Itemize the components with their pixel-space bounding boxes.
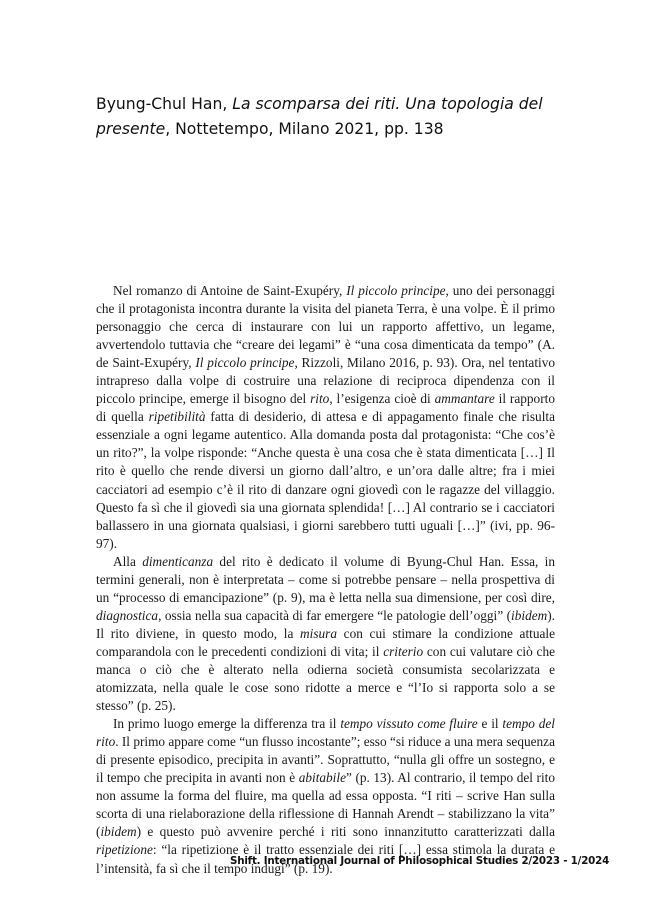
italic-text: ibidem	[511, 607, 548, 623]
italic-text: ripetibilità	[148, 409, 206, 425]
paragraph	[96, 282, 555, 553]
text-run: : “la ripetizione è il tratto essenziale dei riti […] essa stimola la durata e l’intensità, fa sì che il tempo indugi” (p. 19).	[96, 842, 555, 876]
text-run: ) e questo può avvenire perché i riti sono innanzitutto caratterizzati dalla	[136, 824, 555, 840]
italic-text: rito	[310, 391, 330, 407]
italic-text: abitabile	[298, 770, 346, 786]
italic-text: misura	[300, 625, 337, 641]
italic-text: Il piccolo principe	[346, 283, 446, 298]
text-run: con cui stimare la condizione attuale comparandola con le precedenti condizioni di vita; il	[96, 625, 555, 659]
italic-text: ammantare	[434, 391, 495, 407]
text-run: e il	[477, 716, 503, 732]
paragraph	[96, 715, 610, 877]
book-title: La scomparsa dei riti. Una topologia del presente	[96, 95, 543, 138]
text-run: ). Il rito diviene, in questo modo, la	[96, 607, 555, 641]
italic-text: ripetizione	[96, 842, 153, 858]
text-run: del rito è dedicato il volume di Byung-Chul Han. Essa, in termini generali, non è interpretata – come si potrebbe pensare – nella prospettiva di un “processo di emancipazione” (p. 9), ma è letta nella sua dimensione, per così dire,	[96, 553, 555, 605]
book-author: Byung-Chul Han,	[96, 95, 233, 113]
italic-text: tempo del rito	[96, 716, 555, 750]
paragraph	[96, 553, 555, 715]
italic-text: Il piccolo principe	[195, 355, 295, 371]
text-run: il rapporto di quella	[96, 391, 555, 425]
text-run: ” (p. 13). Al contrario, il tempo del rito non assume la forma del fluire, ma quella ad essa opposta. “I riti – scrive Han sulla scorta di una rielaborazione della riflessione di Hannah Arendt – stabilizzano la vita” (	[96, 770, 555, 840]
text-run: Nel romanzo di Antoine de Saint-Exupéry,	[113, 283, 347, 298]
text-run: , uno dei personaggi che il protagonista incontra durante la visita del pianeta Terra, è una volpe. È il primo personaggio che cerca di instaurare con lui un rapporto affettivo, un legame, avvertendolo tuttavia che “creare dei legami” è “una cosa dimenticata da tempo” (A. de Saint-Exupéry,	[96, 283, 555, 371]
text-run: fatta di desiderio, di attesa e di appagamento finale che risulta essenziale a ogni legame autentico. Alla domanda posta dal protagonista: “Che cos’è un rito?”, la volpe risponde: “Anche questa è una cosa che è stata dimenticata […] Il rito è quello che rende diversi un giorno dall’altro, e un’ora dalle altre; fra i miei cacciatori ad esempio c’è il rito di danzare ogni giovedì con le ragazze del villaggio. Questo fa sì che il giovedì sia una giornata splendida! […] Al contrario se i cacciatori ballassero in una giornata qualsiasi, i giorni sarebbero tutti uguali […]” (ivi, pp. 96-97).	[96, 409, 555, 551]
text-run: , ossia nella sua capacità di far emergere “le patologie dell’oggi” (	[158, 607, 512, 623]
review-body	[96, 282, 610, 878]
italic-text: criterio	[383, 643, 424, 659]
review-heading	[96, 92, 566, 142]
text-run: con cui valutare ciò che manca o ciò che è alterato nella odierna società consumista secolarizzata e atomizzata, nella quale le cose sono ridotte a merce e “l’Io si rapporta solo a se stesso” (p. 25).	[96, 643, 555, 714]
italic-text: ibidem	[100, 824, 137, 840]
text-run: . Il primo appare come “un flusso incostante”; esso “si riduce a una mera sequenza di presente episodico, precipita in avanti”. Soprattutto, “nulla gli offre un sostegno, e il tempo che precipita in avanti non è	[96, 734, 555, 786]
italic-text: diagnostica	[96, 607, 159, 623]
text-run: , Rizzoli, Milano 2016, p. 93). Ora, nel tentativo intrapreso dalla volpe di costruire una relazione di reciproca dipendenza con il piccolo principe, emerge il bisogno del	[96, 355, 556, 407]
book-publication-info: , Nottetempo, Milano 2021, pp. 138	[165, 120, 444, 138]
italic-text: dimenticanza	[142, 553, 214, 569]
italic-text: tempo vissuto come fluire	[340, 716, 478, 732]
journal-footer: Shift. International Journal of Philosophical Studies 2/2023 - 1/2024	[230, 855, 610, 867]
text-run: Alla	[113, 553, 143, 569]
text-run: , l’esigenza cioè di	[329, 391, 435, 407]
text-run: In primo luogo emerge la differenza tra il	[113, 716, 341, 732]
